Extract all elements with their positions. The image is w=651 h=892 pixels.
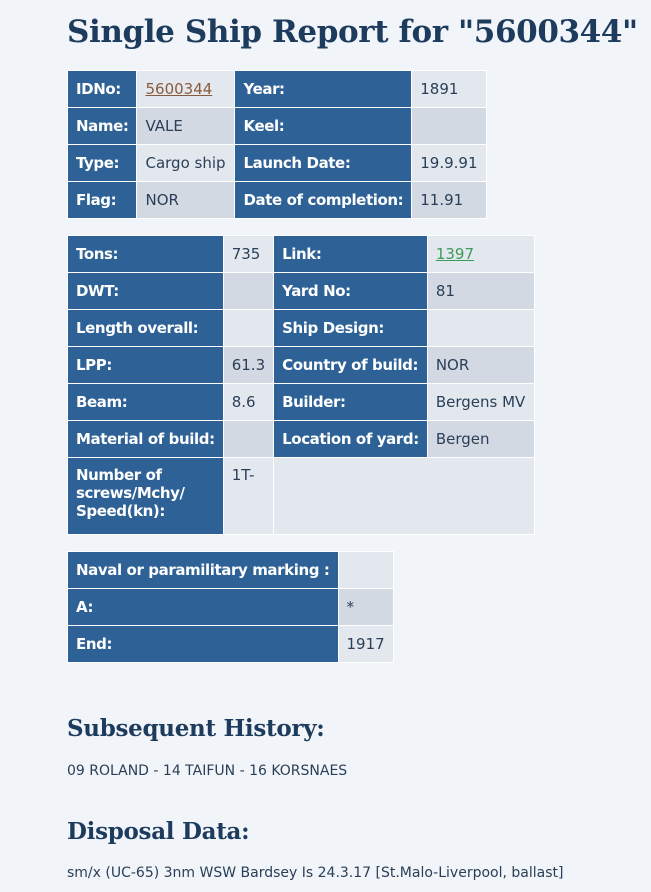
end-label: End:	[68, 626, 339, 663]
builder-value: Bergens MV	[427, 384, 534, 421]
yard-no-label: Yard No:	[274, 273, 428, 310]
table-row	[68, 384, 535, 421]
table-row	[68, 71, 487, 108]
ship-design-value	[427, 310, 534, 347]
launch-date-label: Launch Date:	[235, 145, 412, 182]
length-overall-label: Length overall:	[68, 310, 224, 347]
table-row	[68, 273, 535, 310]
builder-label: Builder:	[274, 384, 428, 421]
table-row	[68, 347, 535, 384]
flag-label: Flag:	[68, 182, 137, 219]
idno-link[interactable]: 5600344	[145, 80, 213, 98]
table-row	[68, 310, 535, 347]
ship-design-label: Ship Design:	[274, 310, 428, 347]
table-row	[68, 458, 535, 535]
screws-value: 1T-	[223, 458, 273, 535]
subsequent-history-heading: Subsequent History:	[67, 715, 325, 742]
disposal-data-heading: Disposal Data:	[67, 818, 250, 845]
beam-label: Beam:	[68, 384, 224, 421]
table-row	[68, 108, 487, 145]
location-of-yard-label: Location of yard:	[274, 421, 428, 458]
dwt-label: DWT:	[68, 273, 224, 310]
length-overall-value	[223, 310, 273, 347]
table-row	[68, 552, 394, 589]
disposal-data-text: sm/x (UC-65) 3nm WSW Bardsey Is 24.3.17 [St.Malo-Liverpool, ballast]	[67, 865, 564, 881]
subsequent-history-text: 09 ROLAND - 14 TAIFUN - 16 KORSNAES	[67, 763, 348, 779]
ship-dimensions-table	[67, 235, 535, 535]
location-of-yard-value: Bergen	[427, 421, 534, 458]
dwt-value	[223, 273, 273, 310]
table-row	[68, 145, 487, 182]
keel-label: Keel:	[235, 108, 412, 145]
year-value: 1891	[412, 71, 486, 108]
material-value	[223, 421, 273, 458]
type-value: Cargo ship	[137, 145, 235, 182]
ship-identity-table	[67, 70, 487, 219]
a-value: *	[338, 589, 393, 626]
flag-value: NOR	[137, 182, 235, 219]
table-row	[68, 626, 394, 663]
page-title: Single Ship Report for "5600344"	[67, 14, 638, 50]
country-of-build-label: Country of build:	[274, 347, 428, 384]
screws-label: Number of screws/Mchy/ Speed(kn):	[68, 458, 224, 535]
country-of-build-value: NOR	[427, 347, 534, 384]
type-label: Type:	[68, 145, 137, 182]
empty-cell	[274, 458, 535, 535]
completion-value: 11.91	[412, 182, 486, 219]
table-row	[68, 182, 487, 219]
link-1397[interactable]: 1397	[435, 245, 474, 263]
table-row	[68, 236, 535, 273]
lpp-label: LPP:	[68, 347, 224, 384]
naval-marking-label: Naval or paramilitary marking :	[68, 552, 339, 589]
table-row	[68, 589, 394, 626]
name-value: VALE	[137, 108, 235, 145]
keel-value	[412, 108, 486, 145]
name-label: Name:	[68, 108, 137, 145]
launch-date-value: 19.9.91	[412, 145, 486, 182]
completion-label: Date of completion:	[235, 182, 412, 219]
idno-label: IDNo:	[68, 71, 137, 108]
idno-value	[137, 71, 235, 108]
tons-value: 735	[223, 236, 273, 273]
a-label: A:	[68, 589, 339, 626]
naval-marking-value	[338, 552, 393, 589]
beam-value: 8.6	[223, 384, 273, 421]
marking-table	[67, 551, 394, 663]
link-value	[427, 236, 534, 273]
year-label: Year:	[235, 71, 412, 108]
link-label: Link:	[274, 236, 428, 273]
yard-no-value: 81	[427, 273, 534, 310]
table-row	[68, 421, 535, 458]
material-label: Material of build:	[68, 421, 224, 458]
end-value: 1917	[338, 626, 393, 663]
lpp-value: 61.3	[223, 347, 273, 384]
tons-label: Tons:	[68, 236, 224, 273]
